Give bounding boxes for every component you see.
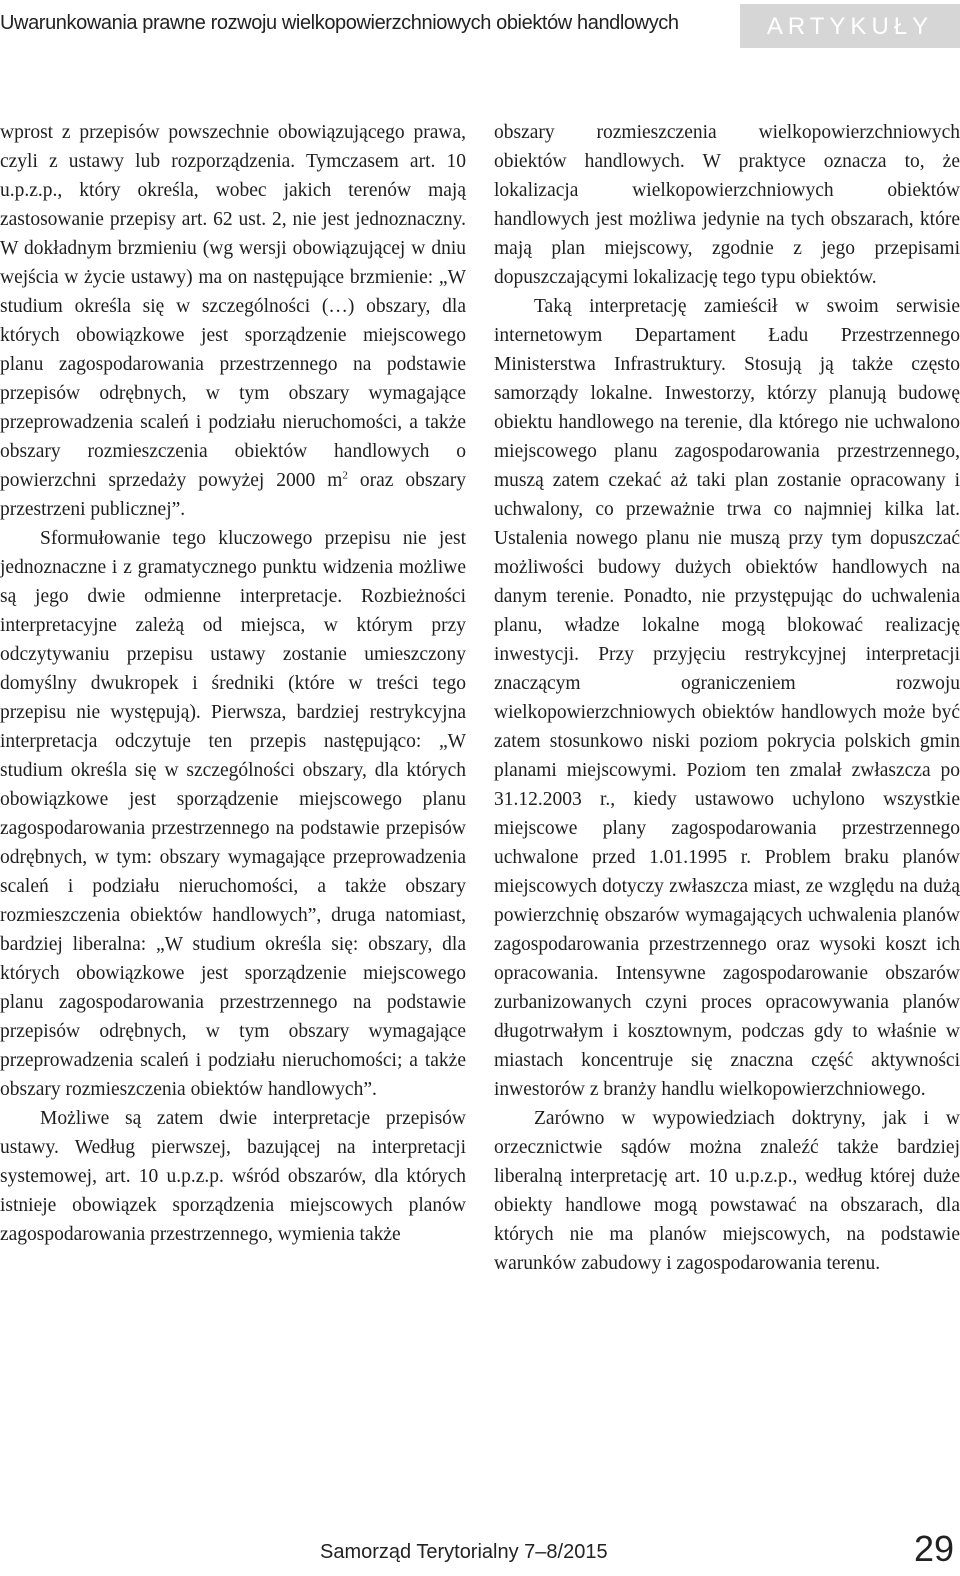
section-badge: ARTYKUŁY [740, 4, 960, 48]
left-paragraph-1-tail: oraz obszary przestrzeni publicznej”. [0, 470, 466, 520]
left-paragraph-2: Sformułowanie tego kluczowego przepisu nie jest jednoznaczne i z gramatycznego punktu widzenia możliwe są jego dwie odmienne interpretacje. Rozbieżności interpretacyjne zależą od miejsca, w którym przy odczytywaniu przepisu ustawy zostanie umieszczony domyślny dwukropek i średniki (które w treści tego przepisu nie występują). Pierwsza, bardziej restrykcyjna interpretacja odczytuje ten przepis następująco: „W studium określa się w szczególności obszary, dla których obowiązkowe jest sporządzenie miejscowego planu zagospodarowania przestrzennego na podstawie przepisów odrębnych, w tym: obszary wymagające przeprowadzenia scaleń i podziału nieruchomości, a także obszary rozmieszczenia obiektów handlowych”, druga natomiast, bardziej liberalna: „W studium określa się: obszary, dla których obowiązkowe jest sporządzenie miejscowego planu zagospodarowania przestrzennego na podstawie przepisów odrębnych, w tym obszary wymagające przeprowadzenia scaleń i podziału nieruchomości; a także obszary rozmieszczenia obiektów handlowych”. [0, 528, 466, 1100]
left-paragraph-3: Możliwe są zatem dwie interpretacje przepisów ustawy. Według pierwszej, bazującej na interpretacji systemowej, art. 10 u.p.z.p. wśród obszarów, dla których istnieje obowiązek sporządzenia miejscowych planów zagospodarowania przestrzennego, wymienia także [0, 1108, 466, 1245]
footer-journal-name: Samorząd Terytorialny 7–8/2015 [320, 1541, 608, 1563]
page-number: 29 [913, 1528, 954, 1569]
right-paragraph-1: obszary rozmieszczenia wielkopowierzchniowych obiektów handlowych. W praktyce oznacza to, że lokalizacja wielkopowierzchniowych obiektów handlowych jest możliwa jedynie na tych obszarach, które mają plan miejscowy, zgodnie z jego przepisami dopuszczającymi lokalizację tego typu obiektów. [494, 122, 960, 288]
right-paragraph-3: Zarówno w wypowiedziach doktryny, jak i w orzecznictwie sądów można znaleźć także bardziej liberalną interpretację art. 10 u.p.z.p., według której duże obiekty handlowe mogą powstawać na obszarach, dla których nie ma planów miejscowych, na podstawie warunków zabudowy i zagospodarowania terenu. [494, 1108, 960, 1274]
superscript-2: 2 [342, 469, 348, 482]
left-text-column [0, 118, 466, 1249]
right-text-column [494, 118, 960, 1278]
left-paragraph-1 [0, 118, 466, 524]
right-paragraph-2: Taką interpretację zamieścił w swoim serwisie internetowym Departament Ładu Przestrzennego Ministerstwa Infrastruktury. Stosują ją także często samorządy lokalne. Inwestorzy, którzy planują budowę obiektu handlowego na terenie, dla którego nie uchwalono miejscowego planu zagospodarowania przestrzennego, muszą zatem czekać aż taki plan zostanie opracowany i uchwalony, co przeważnie trwa co najmniej kilka lat. Ustalenia nowego planu nie muszą przy tym dopuszczać możliwości budowy dużych obiektów handlowych na danym terenie. Ponadto, nie przystępując do uchwalenia planu, władze lokalne mogą blokować realizację inwestycji. Przy przyjęciu restrykcyjnej interpretacji znaczącym ograniczeniem rozwoju wielkopowierzchniowych obiektów handlowych może być zatem stosunkowo niski poziom pokrycia polskich gmin planami miejscowymi. Poziom ten zmalał zwłaszcza po 31.12.2003 r., kiedy ustawowo uchylono wszystkie miejscowe plany zagospodarowania przestrzennego uchwalone przed 1.01.1995 r. Problem braku planów miejscowych dotyczy zwłaszcza miast, ze względu na dużą powierzchnię obszarów wymagających uchwalenia planów zagospodarowania przestrzennego oraz wysoki koszt ich opracowania. Intensywne zagospodarowanie obszarów zurbanizowanych czyni proces opracowywania planów długotrwałym i kosztownym, podczas gdy to właśnie w miastach koncentruje się znaczna część aktywności inwestorów z branży handlu wielkopowierzchniowego. [494, 296, 960, 1100]
running-header-title: Uwarunkowania prawne rozwoju wielkopowierzchniowych obiektów handlowych [0, 12, 679, 34]
left-paragraph-1-text: wprost z przepisów powszechnie obowiązującego prawa, czyli z ustawy lub rozporządzenia. Tymczasem art. 10 u.p.z.p., który określa, wobec jakich terenów mają zastosowanie przepisy art. 62 ust. 2, nie jest jednoznaczny. W dokładnym brzmieniu (wg wersji obowiązującej w dniu wejścia w życie ustawy) ma on następujące brzmienie: „W studium określa się w szczególności (…) obszary, dla których obowiązkowe jest sporządzenie miejscowego planu zagospodarowania przestrzennego na podstawie przepisów odrębnych, w tym obszary wymagające przeprowadzenia scaleń i podziału nieruchomości, a także obszary rozmieszczenia obiektów handlowych o powierzchni sprzedaży powyżej 2000 m [0, 122, 466, 491]
